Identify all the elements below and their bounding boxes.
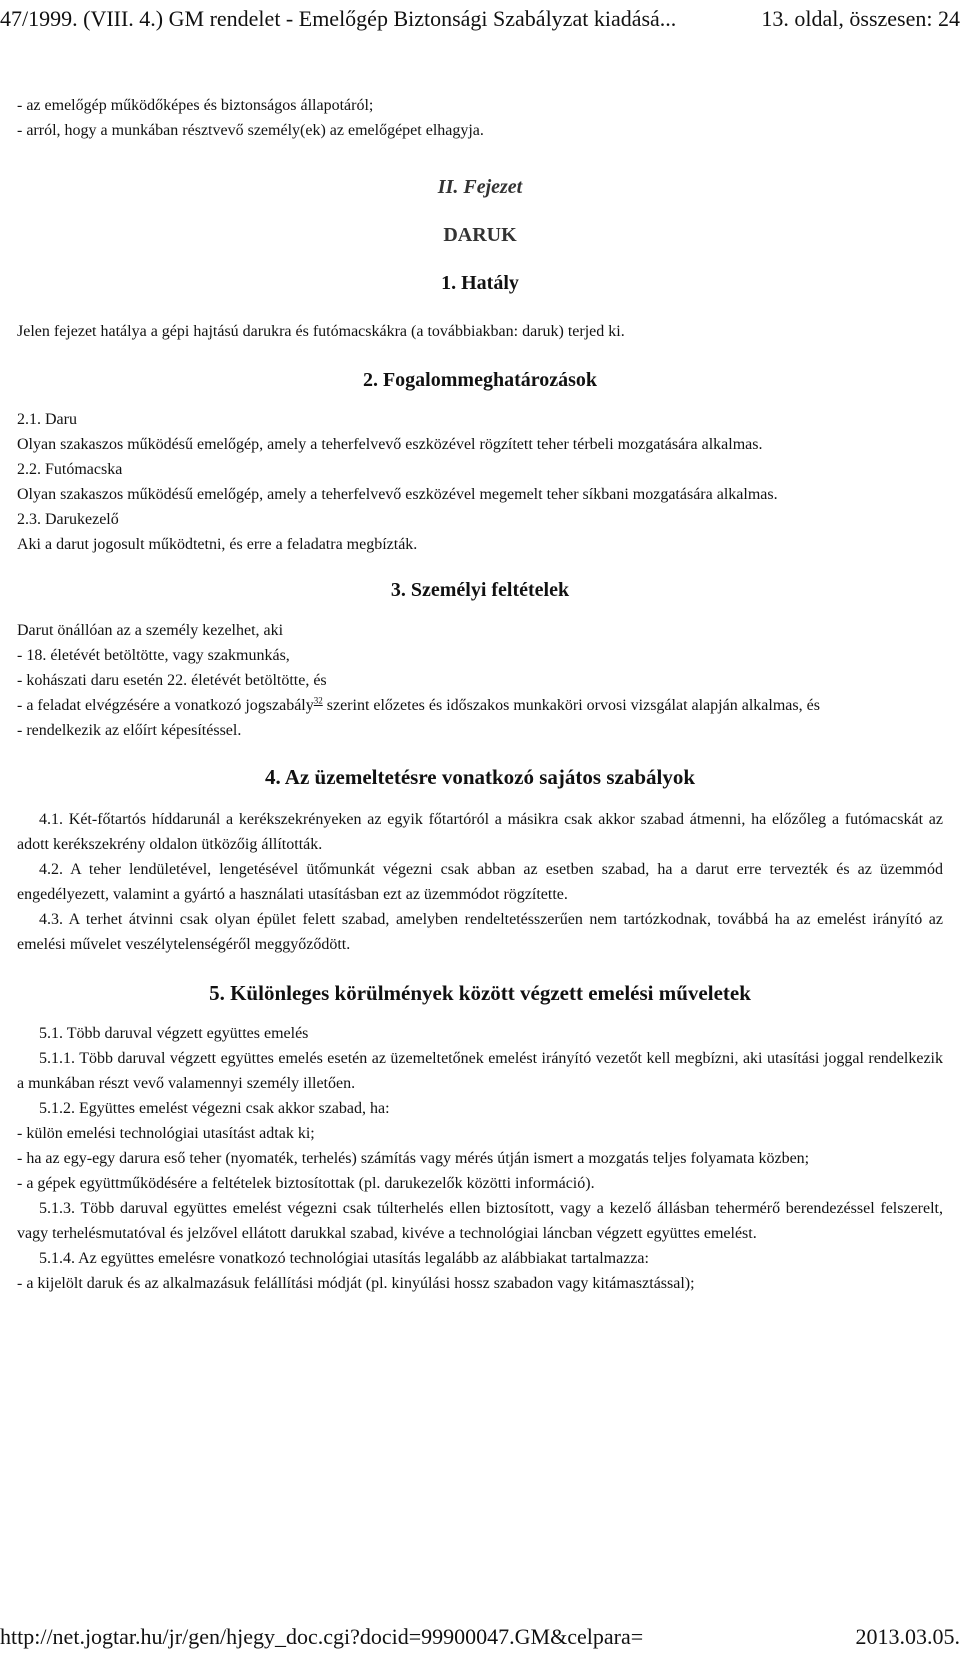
source-url[interactable]: http://net.jogtar.hu/jr/gen/hjegy_doc.cgi?docid=99900047.GM&celpara=: [0, 1624, 644, 1649]
paragraph: 4.2. A teher lendületével, lengetésével ütőmunkát végezni csak abban az esetben szabad, ha a darut erre tervezték és az üzemmód engedélyezett, valamint a gyártó a használati utasításban ezt az üzemmódot rögzítette.: [17, 861, 943, 903]
print-date: 2013.03.05.: [855, 1624, 960, 1649]
section-heading: 5. Különleges körülmények között végzett emelési műveletek: [209, 981, 751, 1005]
intro-line: - az emelőgép működőképes és biztonságos állapotáról;: [17, 97, 374, 114]
intro-line: - arról, hogy a munkában résztvevő személy(ek) az emelőgépet elhagyja.: [17, 122, 484, 139]
print-footer: [0, 1624, 960, 1654]
section-heading: 2. Fogalommeghatározások: [362, 369, 598, 391]
paragraph: 4.1. Két-főtartós híddarunál a kerékszekrényeken az egyik főtartóról a másikra csak akkor szabad átmenni, ha előzőleg a futómacskát az adott kerékszekrény oldalon ütközőig állították.: [17, 811, 943, 853]
section-text: Jelen fejezet hatálya a gépi hajtású darukra és futómacskákra (a továbbiakban: daruk) terjed ki.: [17, 323, 625, 340]
chapter-number: II. Fejezet: [437, 176, 523, 198]
list-item: - a kijelölt daruk és az alkalmazásuk felállítási módját (pl. kinyúlási hossz szabadon vagy kitámasztással);: [17, 1275, 695, 1292]
list-item: - külön emelési technológiai utasítást adtak ki;: [17, 1125, 315, 1142]
paragraph: 5.1.1. Több daruval végzett együttes emelés esetén az üzemeltetőnek emelést irányító vezetőt kell megbízni, aki utasítási joggal rendelkezik a munkában részt vevő valamennyi személy illetően.: [17, 1050, 943, 1092]
definition-term: 2.1. Daru: [17, 411, 77, 428]
list-item: [17, 693, 943, 718]
section-heading: 3. Személyi feltételek: [390, 579, 570, 601]
paragraph: 5.1.2. Együttes emelést végezni csak akkor szabad, ha:: [39, 1100, 390, 1117]
list-item-text: - a feladat elvégzésére a vonatkozó jogszabály: [17, 697, 314, 714]
definition-term: 2.2. Futómacska: [17, 461, 123, 478]
document-body: [17, 93, 943, 1296]
definition-text: Aki a darut jogosult működtetni, és erre a feladatra megbízták.: [17, 536, 418, 553]
definition-text: Olyan szakaszos működésű emelőgép, amely a teherfelvevő eszközével rögzített teher térbeli mozgatására alkalmas.: [17, 436, 763, 453]
section-lead: Darut önállóan az a személy kezelhet, aki: [17, 622, 284, 639]
list-item: - ha az egy-egy darura eső teher (nyomaték, terhelés) számítás vagy mérés útján ismert a mozgatás teljes folyamata közben;: [17, 1150, 810, 1167]
chapter-title: DARUK: [443, 224, 517, 246]
list-item-text: szerint előzetes és időszakos munkaköri orvosi vizsgálat alapján alkalmas, és: [322, 697, 820, 714]
list-item: - rendelkezik az előírt képesítéssel.: [17, 722, 242, 739]
page-number: 13. oldal, összesen: 24: [761, 6, 960, 31]
list-item: - a gépek együttműködésére a feltételek biztosítottak (pl. darukezelők közötti információ).: [17, 1175, 595, 1192]
section-heading: 1. Hatály: [441, 272, 519, 294]
list-item: - kohászati daru esetén 22. életévét betöltötte, és: [17, 672, 327, 689]
footnote-link[interactable]: 32: [313, 695, 323, 706]
definition-term: 2.3. Darukezelő: [17, 511, 119, 528]
document-title: 47/1999. (VIII. 4.) GM rendelet - Emelőgép Biztonsági Szabályzat kiadásá...: [0, 6, 677, 31]
definition-text: Olyan szakaszos működésű emelőgép, amely a teherfelvevő eszközével megemelt teher síkbani mozgatására alkalmas.: [17, 486, 778, 503]
paragraph: 5.1. Több daruval végzett együttes emelés: [39, 1025, 309, 1042]
paragraph: 4.3. A terhet átvinni csak olyan épület felett szabad, amelyben rendeltetésszerűen nem tartózkodnak, továbbá ha az emelést irányító az emelési művelet veszélytelenségéről meggyőződött.: [17, 911, 943, 953]
print-header: [0, 2, 960, 38]
paragraph: 5.1.3. Több daruval együttes emelést végezni csak túlterhelés ellen biztosított, vagy a kezelő állásban tehermérő berendezéssel felszerelt, vagy terhelésmutatóval és jelzővel ellátott darukkal szabad, kivéve a technológiai láncban végzett együttes emelést.: [17, 1200, 943, 1242]
list-item: - 18. életévét betöltötte, vagy szakmunkás,: [17, 647, 290, 664]
paragraph: 5.1.4. Az együttes emelésre vonatkozó technológiai utasítás legalább az alábbiakat tartalmazza:: [39, 1250, 649, 1267]
section-heading: 4. Az üzemeltetésre vonatkozó sajátos szabályok: [264, 765, 696, 789]
